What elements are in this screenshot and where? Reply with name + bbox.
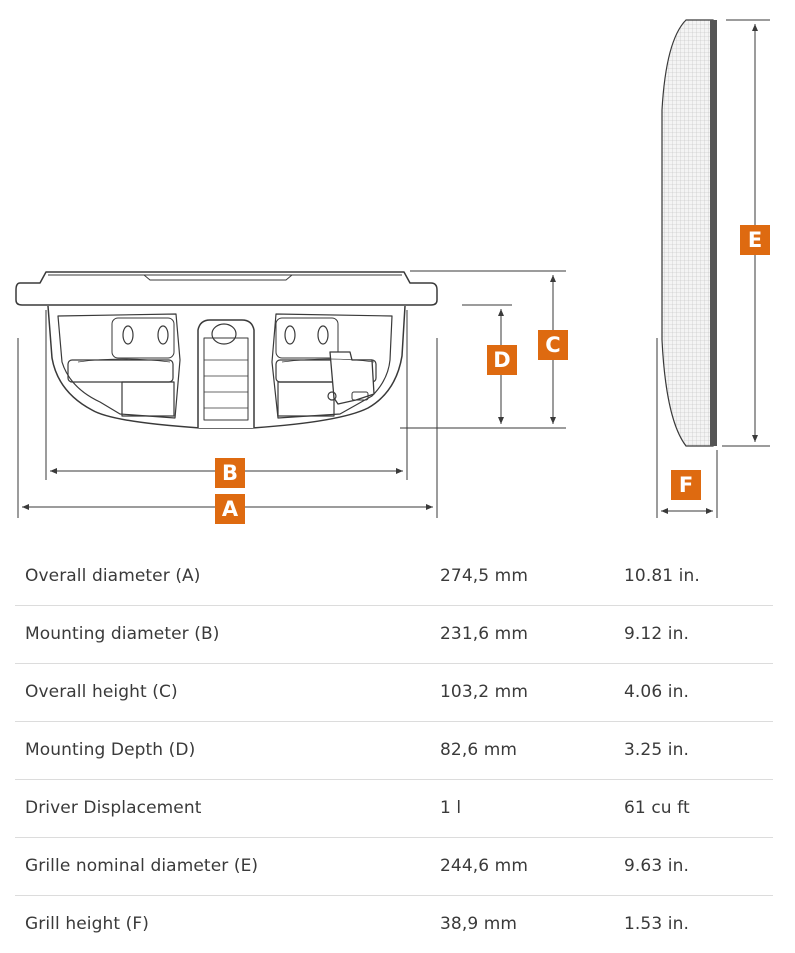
speaker-side-view <box>16 272 437 428</box>
spec-label: Mounting Depth (D) <box>25 740 196 760</box>
spec-metric-value: 244,6 mm <box>440 856 528 876</box>
spec-imperial-value: 61 cu ft <box>624 798 690 818</box>
table-row <box>15 838 773 896</box>
spec-metric-value: 38,9 mm <box>440 914 518 934</box>
table-row <box>15 548 773 606</box>
spec-label: Grille nominal diameter (E) <box>25 856 259 876</box>
spec-imperial-value: 9.63 in. <box>624 856 689 876</box>
spec-imperial-value: 9.12 in. <box>624 624 689 644</box>
spec-label: Overall height (C) <box>25 682 178 702</box>
badge-e: E <box>740 225 770 255</box>
spec-label: Overall diameter (A) <box>25 566 201 586</box>
table-row <box>15 664 773 722</box>
badge-c: C <box>538 330 568 360</box>
spec-metric-value: 103,2 mm <box>440 682 528 702</box>
table-row <box>15 780 773 838</box>
dimension-lines <box>18 20 770 518</box>
table-row <box>15 606 773 664</box>
table-row <box>15 722 773 780</box>
spec-label: Driver Displacement <box>25 798 202 818</box>
spec-imperial-value: 1.53 in. <box>624 914 689 934</box>
grille-edge-view <box>662 20 717 446</box>
badge-a: A <box>215 494 245 524</box>
table-row <box>15 896 773 953</box>
spec-label: Mounting diameter (B) <box>25 624 220 644</box>
badge-f: F <box>671 470 701 500</box>
spec-imperial-value: 4.06 in. <box>624 682 689 702</box>
spec-label: Grill height (F) <box>25 914 149 934</box>
spec-metric-value: 82,6 mm <box>440 740 518 760</box>
spec-imperial-value: 3.25 in. <box>624 740 689 760</box>
badge-d: D <box>487 345 517 375</box>
spec-metric-value: 231,6 mm <box>440 624 528 644</box>
spec-metric-value: 1 l <box>440 798 462 818</box>
badge-b: B <box>215 458 245 488</box>
spec-metric-value: 274,5 mm <box>440 566 528 586</box>
spec-imperial-value: 10.81 in. <box>624 566 700 586</box>
spec-table <box>15 548 773 953</box>
